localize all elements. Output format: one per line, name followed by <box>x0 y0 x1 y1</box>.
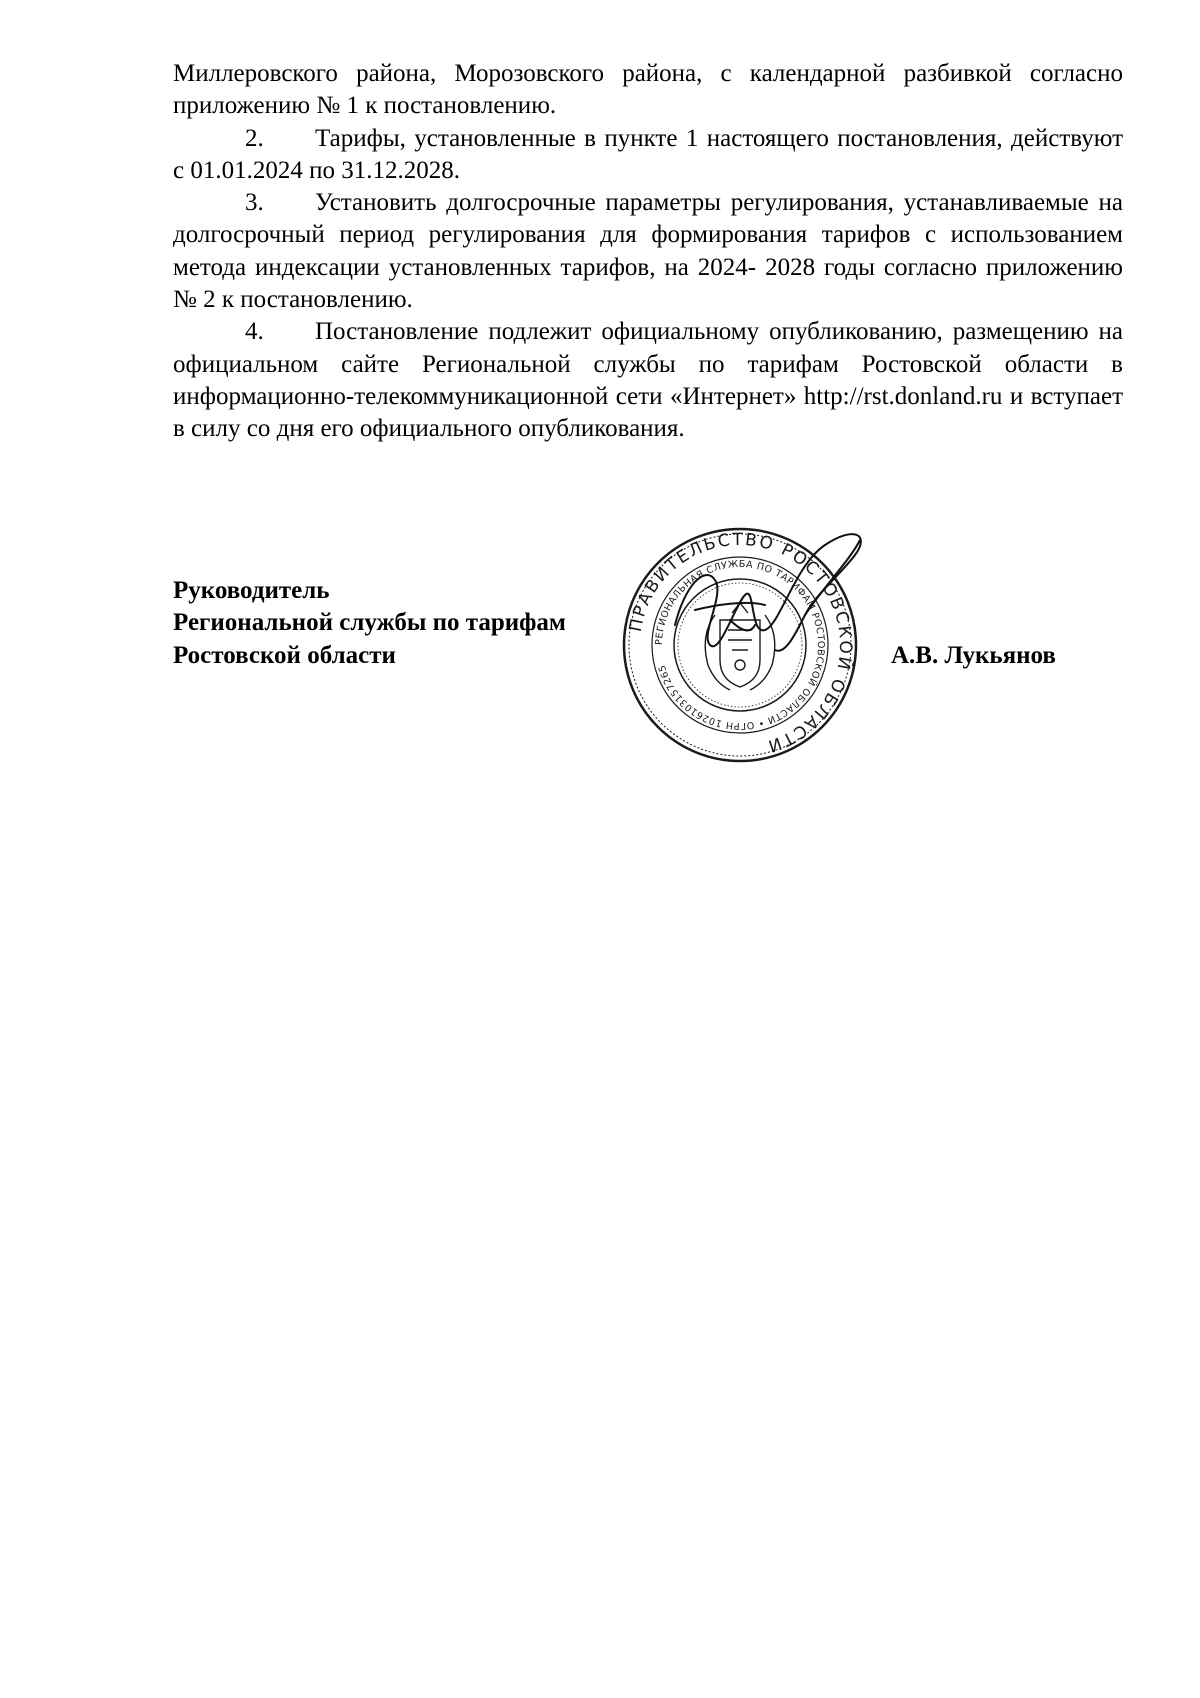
paragraph-text: Тарифы, установленные в пункте 1 настоящего постановления, действуют с 01.01.2024 по 31.12.2028. <box>173 124 1123 184</box>
paragraph-text: Постановление подлежит официальному опубликованию, размещению на официальном сайте Региональной службы по тарифам Ростовской области в информационно-телекоммуникационной сети «Интернет» http://rst.donland.ru и вступает в силу со дня его официального опубликования. <box>173 318 1123 443</box>
paragraph-text: Миллеровского района, Морозовского района, с календарной разбивкой согласно приложению № 1 к постановлению. <box>173 60 1123 120</box>
paragraph-text: Установить долгосрочные параметры регулирования, устанавливаемые на долгосрочный период регулирования для формирования тарифов с использованием метода индексации установленных тарифов, на 2024- 2028 годы согласно приложению № 2 к постановлению. <box>173 189 1123 314</box>
paragraph-4 <box>173 316 1123 445</box>
signatory-name: А.В. Лукьянов <box>891 641 1056 669</box>
paragraph-3 <box>173 187 1123 316</box>
signatory-title-line: Руководитель <box>173 577 330 604</box>
paragraph-number: 3. <box>245 189 264 217</box>
seal-outer-text: ПРАВИТЕЛЬСТВО РОСТОВСКОЙ ОБЛАСТИ <box>625 529 856 757</box>
paragraph-continuation <box>173 58 1123 123</box>
paragraph-number: 4. <box>245 318 264 346</box>
seal-inner-text: РЕГИОНАЛЬНАЯ СЛУЖБА ПО ТАРИФАМ РОСТОВСКОЙ ОБЛАСТИ • ОГРН 1026103157265 <box>653 558 827 732</box>
signatory-title-line: Ростовской области <box>173 641 396 669</box>
paragraph-number: 2. <box>245 124 264 152</box>
handwritten-signature <box>655 525 905 685</box>
paragraph-2 <box>173 123 1123 188</box>
signatory-title-line: Региональной службы по тарифам <box>173 609 566 637</box>
document-body <box>173 58 1123 446</box>
